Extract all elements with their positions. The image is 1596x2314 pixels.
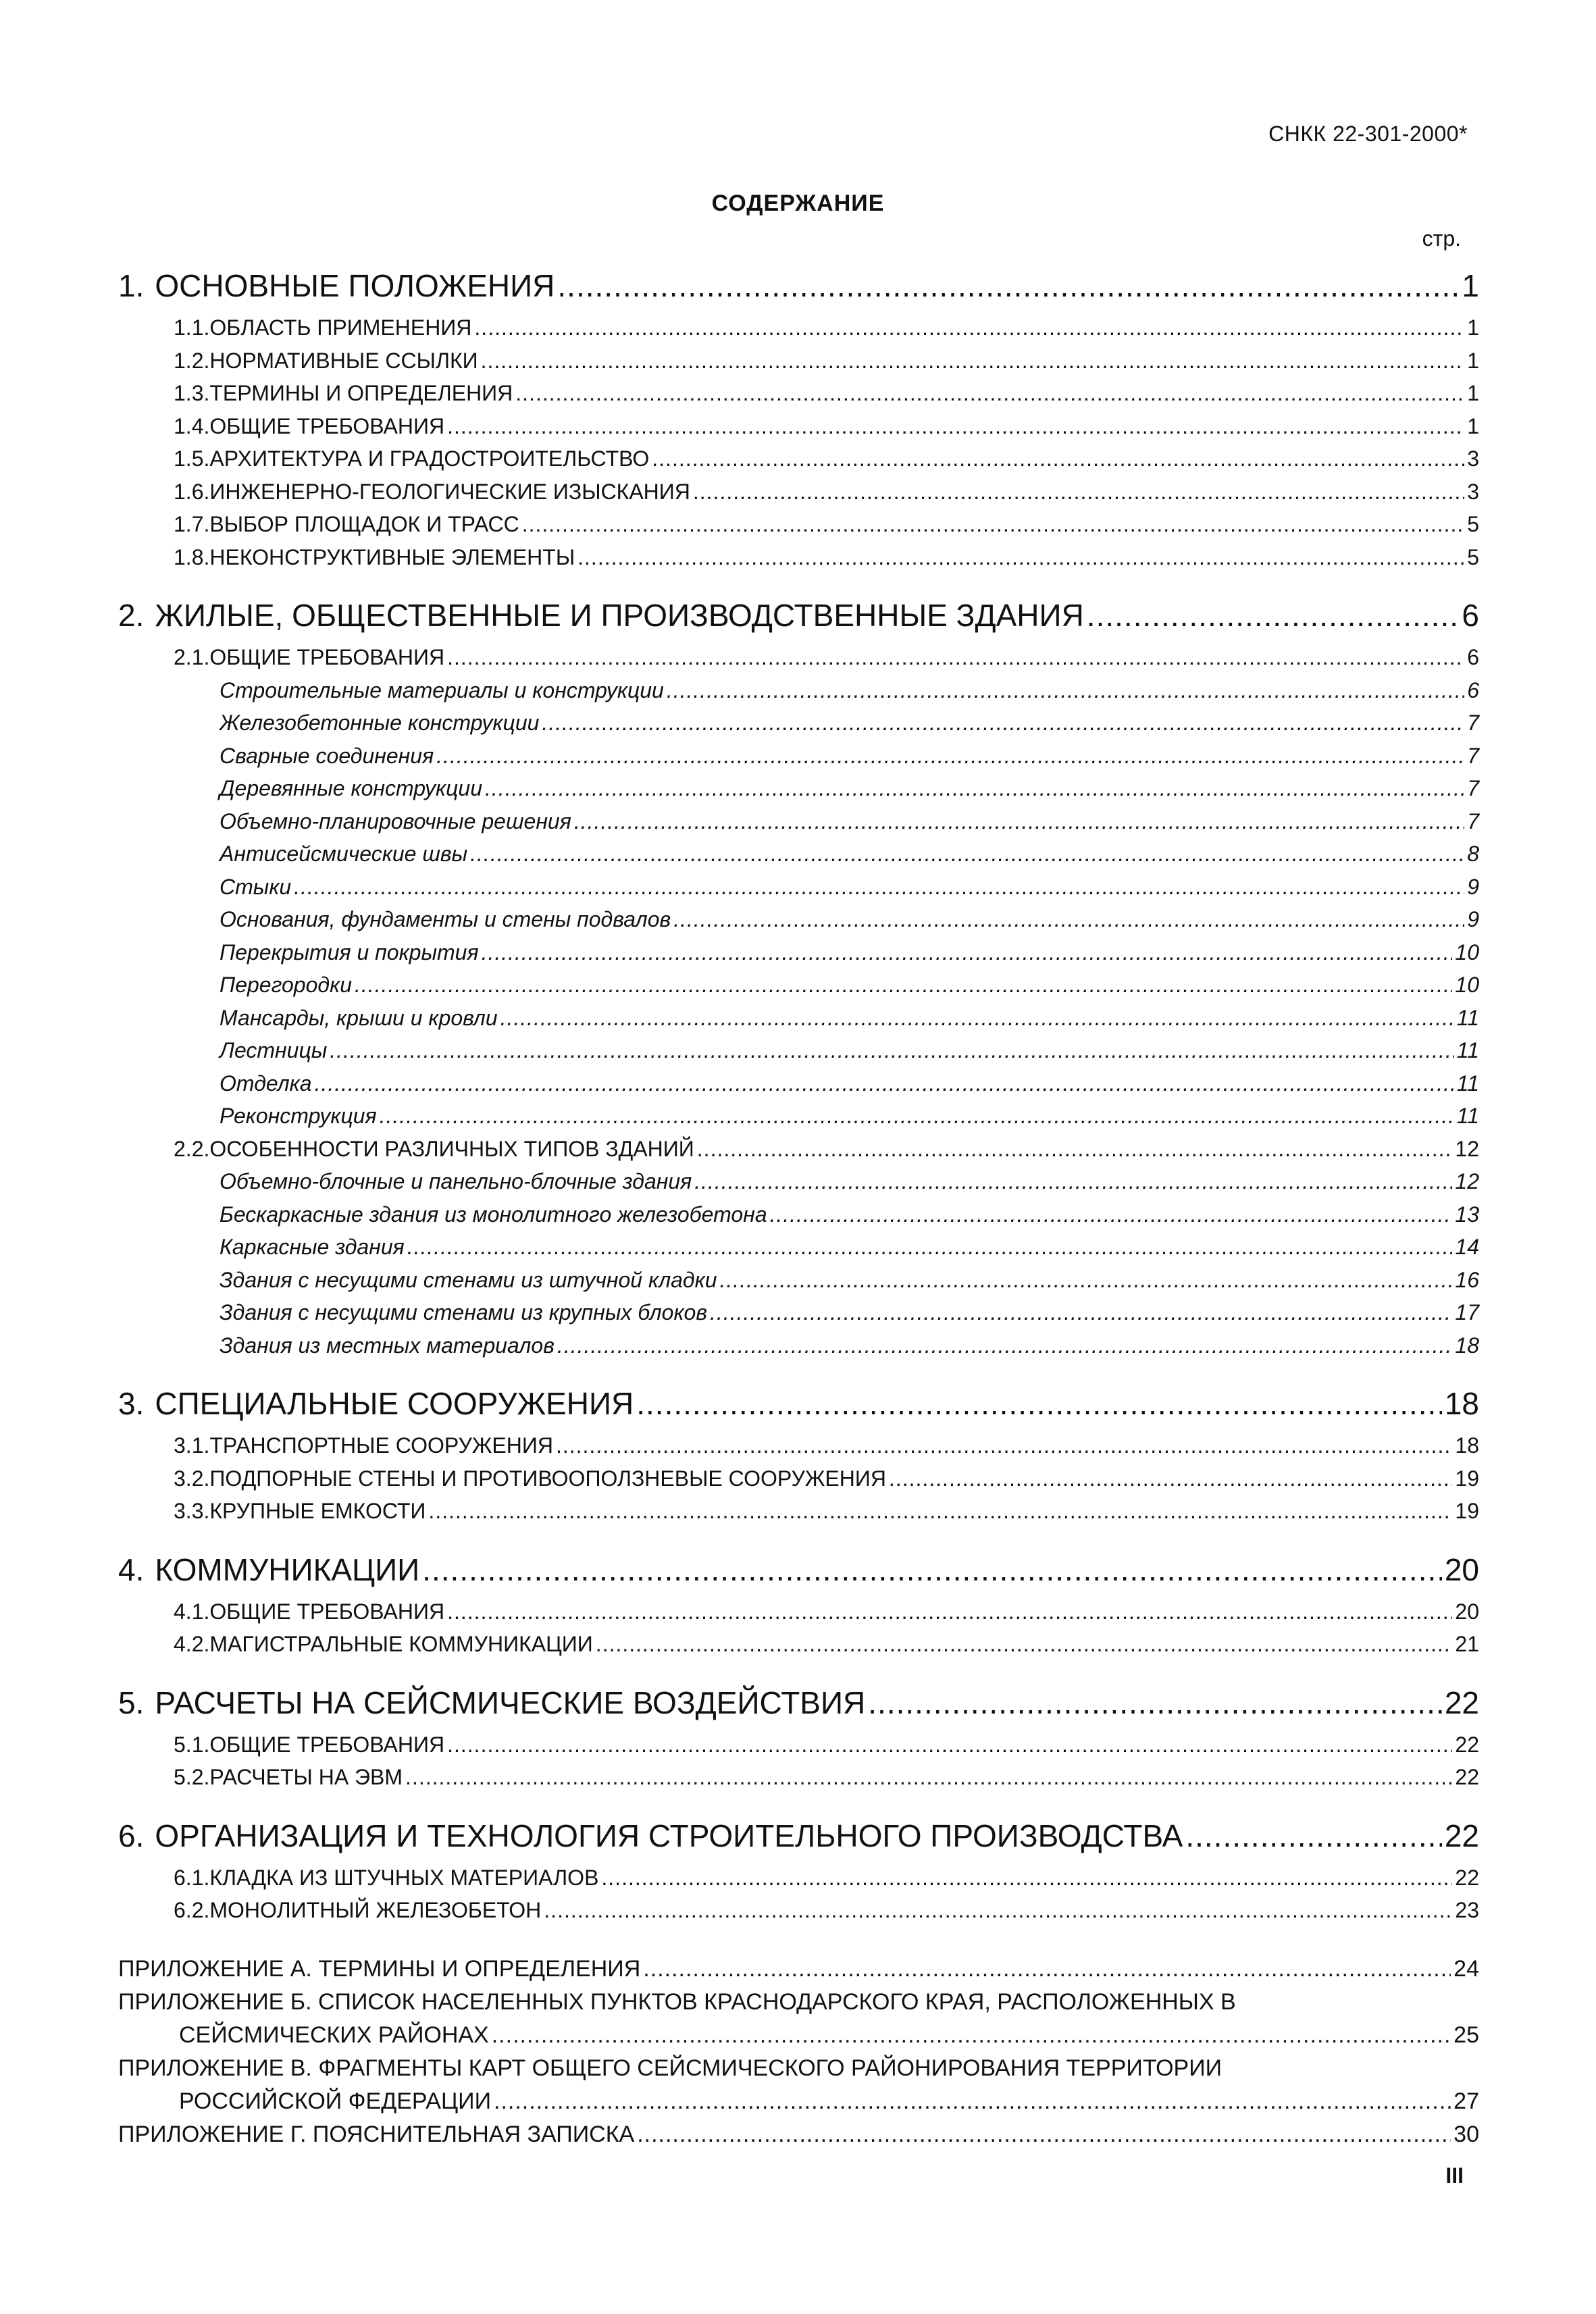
toc-subentry[interactable] [118,1198,1479,1231]
toc-appendix-b[interactable] [118,1986,1479,2052]
dot-leader [577,541,1464,574]
toc-subentry[interactable] [118,903,1479,936]
dot-leader [447,410,1464,443]
toc-entry-title [118,1385,634,1422]
toc-appendix-title-line: ПРИЛОЖЕНИЕ Б. СПИСОК НАСЕЛЕННЫХ ПУНКТОВ КРАСНОДАРСКОГО КРАЯ, РАСПОЛОЖЕННЫХ В [118,1988,1236,2015]
toc-entry-title: 3.2.ПОДПОРНЫЕ СТЕНЫ И ПРОТИВООПОЛЗНЕВЫЕ СООРУЖЕНИЯ [174,1466,886,1491]
toc-section-number: 6. [118,1818,145,1853]
toc-page-number: 18 [1455,1433,1479,1458]
toc-entry-title: 1.4.ОБЩИЕ ТРЕБОВАНИЯ [174,413,445,438]
toc-entry-title: 1.6.ИНЖЕНЕРНО-ГЕОЛОГИЧЕСКИЕ ИЗЫСКАНИЯ [174,479,690,504]
toc-subentry[interactable] [118,740,1479,773]
toc-page-number: 22 [1455,1865,1479,1890]
dot-leader [1087,596,1460,634]
toc-subentry[interactable] [118,871,1479,904]
toc-section-4[interactable] [118,1551,1479,1589]
toc-page-number: 21 [1455,1632,1479,1656]
toc-section-title: ОРГАНИЗАЦИЯ И ТЕХНОЛОГИЯ СТРОИТЕЛЬНОГО ПРОИЗВОДСТВА [155,1818,1183,1853]
toc-entry[interactable] [118,442,1479,475]
dot-leader [428,1495,1452,1528]
toc-page-number: 18 [1444,1386,1479,1421]
dot-leader [889,1462,1452,1495]
toc-subentry[interactable] [118,1264,1479,1297]
toc-section-2[interactable] [118,596,1479,634]
toc-entry-title: Деревянные конструкции [220,776,483,800]
dot-leader [494,2085,1451,2118]
toc-page-number: 24 [1453,1955,1479,1982]
toc-entry-title: 1.3.ТЕРМИНЫ И ОПРЕДЕЛЕНИЯ [174,381,513,405]
toc-entry[interactable] [118,641,1479,674]
dot-leader [557,267,1459,305]
toc-subentry[interactable] [118,1034,1479,1067]
dot-leader [380,1100,1454,1133]
toc-entry-title [118,267,555,305]
toc-section-5[interactable] [118,1684,1479,1722]
dot-leader [422,1551,1442,1589]
dot-leader [436,740,1464,773]
toc-entry[interactable] [118,311,1479,344]
toc-page-number: 30 [1453,2121,1479,2147]
toc-page-number: 16 [1455,1267,1479,1292]
dot-leader [492,2019,1451,2052]
toc-entry-title: Стыки [220,874,292,899]
toc-subentry[interactable] [118,936,1479,969]
toc-page-number: 11 [1456,1005,1479,1030]
dot-leader [485,772,1464,805]
toc-page-number: 3 [1467,446,1479,471]
toc-entry-title: 4.1.ОБЩИЕ ТРЕБОВАНИЯ [174,1599,445,1624]
toc-entry-title: 1.7.ВЫБОР ПЛОЩАДОК И ТРАСС [174,512,519,536]
dot-leader [710,1296,1452,1329]
dot-leader [447,641,1464,674]
toc-page-number: 20 [1455,1599,1479,1624]
toc-entry[interactable] [118,1462,1479,1495]
toc-subentry[interactable] [118,1002,1479,1035]
toc-page-number: 12 [1455,1169,1479,1193]
dot-leader [868,1684,1442,1722]
toc-entry[interactable] [118,541,1479,574]
toc-entry[interactable] [118,1429,1479,1462]
toc-entry-title: Перекрытия и покрытия [220,940,479,965]
toc-entry-title: Здания с несущими стенами из крупных блоков [220,1300,708,1325]
toc-appendix-g[interactable] [118,2118,1479,2151]
toc-entry-title: 2.2.ОСОБЕННОСТИ РАЗЛИЧНЫХ ТИПОВ ЗДАНИЙ [174,1136,694,1161]
toc-subentry[interactable] [118,805,1479,838]
dot-leader [330,1034,1454,1067]
toc-entry-title: 3.3.КРУПНЫЕ ЕМКОСТИ [174,1499,426,1523]
toc-appendix-title-line: ПРИЛОЖЕНИЕ В. ФРАГМЕНТЫ КАРТ ОБЩЕГО СЕЙСМИЧЕСКОГО РАЙОНИРОВАНИЯ ТЕРРИТОРИИ [118,2055,1222,2081]
toc-entry-title: 2.1.ОБЩИЕ ТРЕБОВАНИЯ [174,645,445,669]
dot-leader [447,1595,1452,1628]
toc-page-number: 17 [1455,1300,1479,1325]
toc-entry-title: 6.2.МОНОЛИТНЫЙ ЖЕЛЕЗОБЕТОН [174,1898,542,1922]
toc-entry-title: 4.2.МАГИСТРАЛЬНЫЕ КОММУНИКАЦИИ [174,1632,593,1656]
toc-page-number: 12 [1455,1136,1479,1161]
toc-page-number: 22 [1444,1685,1479,1720]
toc-entry-title: Мансарды, крыши и кровли [220,1005,498,1030]
toc-entry-title [118,596,1084,634]
dot-leader [673,903,1464,936]
toc-subentry[interactable] [118,1067,1479,1100]
toc-entry-title: 1.1.ОБЛАСТЬ ПРИМЕНЕНИЯ [174,315,472,340]
dot-leader [697,1133,1453,1166]
toc-section-1[interactable] [118,267,1479,305]
toc-page-number: 3 [1467,479,1479,504]
toc-section-6[interactable] [118,1817,1479,1855]
toc-page-number: 11 [1456,1071,1479,1096]
toc-page-number: 7 [1467,808,1479,833]
toc-page-number: 1 [1467,381,1479,405]
toc-page-number: 22 [1444,1818,1479,1853]
toc-entry-title: Сварные соединения [220,743,434,768]
toc-page-number: 1 [1467,315,1479,340]
dot-leader [1185,1817,1442,1855]
toc-section-title: СПЕЦИАЛЬНЫЕ СООРУЖЕНИЯ [155,1386,634,1421]
toc-subentry[interactable] [118,674,1479,707]
toc-subentry[interactable] [118,1329,1479,1362]
dot-leader [482,936,1453,969]
toc-entry-title: Здания из местных материалов [220,1333,555,1358]
toc-page-number: 18 [1455,1333,1479,1358]
dot-leader [667,674,1464,707]
dot-leader [556,1429,1452,1462]
toc-section-number: 5. [118,1685,145,1720]
toc-section-title: РАСЧЕТЫ НА СЕЙСМИЧЕСКИЕ ВОЗДЕЙСТВИЯ [155,1685,866,1720]
page-column-label: стр. [1422,226,1461,251]
dot-leader [294,871,1464,904]
toc-page-number: 6 [1467,645,1479,669]
dot-leader [500,1002,1454,1035]
dot-leader [557,1329,1452,1362]
dot-leader [474,311,1464,344]
toc-page-number: 1 [1462,268,1479,303]
dot-leader [693,475,1464,509]
dot-leader [355,969,1452,1002]
toc-section-3[interactable] [118,1385,1479,1422]
toc-page-number: 5 [1467,544,1479,569]
toc-entry-title: 5.2.РАСЧЕТЫ НА ЭВМ [174,1765,403,1789]
dot-leader [637,2118,1451,2151]
toc-entry-title: 3.1.ТРАНСПОРТНЫЕ СООРУЖЕНИЯ [174,1433,553,1458]
toc-entry-title: Перегородки [220,973,352,997]
toc-entry-title [118,1817,1183,1855]
toc-page-number: 11 [1456,1038,1479,1062]
dot-leader [720,1264,1453,1297]
page-number: III [1445,2163,1464,2188]
toc-entry-title: СЕЙСМИЧЕСКИХ РАЙОНАХ [179,2022,489,2048]
toc-entry-title: Железобетонные конструкции [220,711,540,735]
toc-page-number: 10 [1455,940,1479,965]
toc-page-number: 22 [1455,1765,1479,1789]
toc-entry-title: Строительные материалы и конструкции [220,677,664,702]
toc-page-number: 9 [1467,907,1479,931]
toc-entry[interactable] [118,344,1479,378]
toc-page-number: 5 [1467,512,1479,536]
toc-page-number: 23 [1455,1898,1479,1922]
toc-entry[interactable] [118,475,1479,509]
toc-entry-title: Объемно-планировочные решения [220,808,571,833]
toc-section-number: 3. [118,1386,145,1421]
toc-page-number: 25 [1453,2022,1479,2048]
dot-leader [596,1628,1453,1661]
toc-page-number: 1 [1467,348,1479,373]
toc-subentry[interactable] [118,1231,1479,1264]
toc-page-number: 7 [1467,743,1479,768]
dot-leader [544,1894,1452,1927]
toc-entry-title: Реконструкция [220,1104,377,1128]
dot-leader [515,377,1464,410]
toc-section-number: 2. [118,598,145,633]
toc-subentry[interactable] [118,706,1479,740]
toc-section-title: КОММУНИКАЦИИ [155,1551,420,1587]
toc-page-number: 8 [1467,842,1479,866]
toc-page-number: 19 [1455,1466,1479,1491]
toc-entry-title: 1.2.НОРМАТИВНЫЕ ССЫЛКИ [174,348,478,373]
toc-entry[interactable] [118,377,1479,410]
dot-leader [542,706,1464,740]
toc-entry-title: 5.1.ОБЩИЕ ТРЕБОВАНИЯ [174,1732,445,1757]
dot-leader [522,508,1465,541]
toc-page-number: 27 [1453,2088,1479,2114]
dot-leader [636,1385,1442,1422]
toc-entry-title: Здания с несущими стенами из штучной кладки [220,1267,717,1292]
toc-page-number: 22 [1455,1732,1479,1757]
toc-section-title: ОСНОВНЫЕ ПОЛОЖЕНИЯ [155,268,555,303]
toc-subentry[interactable] [118,1296,1479,1329]
toc-entry-title: ПРИЛОЖЕНИЕ А. ТЕРМИНЫ И ОПРЕДЕЛЕНИЯ [118,1955,641,1982]
toc-entry[interactable] [118,508,1479,541]
toc-entry[interactable] [118,1133,1479,1166]
dot-leader [694,1165,1452,1198]
toc-subentry[interactable] [118,1100,1479,1133]
document-code: СНКК 22-301-2000* [1268,122,1468,146]
toc-entry[interactable] [118,1495,1479,1528]
toc-entry-title: Объемно-блочные и панельно-блочные здания [220,1169,692,1193]
toc-entry[interactable] [118,1595,1479,1628]
toc-subentry[interactable] [118,838,1479,871]
toc-page-number: 1 [1467,413,1479,438]
toc-entry-title: 1.5.АРХИТЕКТУРА И ГРАДОСТРОИТЕЛЬСТВО [174,446,650,471]
toc-entry[interactable] [118,1861,1479,1895]
dot-leader [470,838,1464,871]
toc-entry-title: Каркасные здания [220,1235,405,1259]
toc-entry-title: 1.8.НЕКОНСТРУКТИВНЫЕ ЭЛЕМЕНТЫ [174,544,575,569]
toc-section-title: ЖИЛЫЕ, ОБЩЕСТВЕННЫЕ И ПРОИЗВОДСТВЕННЫЕ ЗДАНИЯ [155,598,1084,633]
toc-entry[interactable] [118,1894,1479,1927]
dot-leader [770,1198,1453,1231]
toc-page-number: 20 [1444,1551,1479,1587]
toc-title: СОДЕРЖАНИЕ [711,190,885,216]
toc-entry[interactable] [118,1728,1479,1762]
toc-entry-title [118,1551,419,1589]
toc-page-number: 6 [1462,598,1479,633]
toc-page-number: 9 [1467,874,1479,899]
toc-page-number: 7 [1467,711,1479,735]
toc-page-number: 19 [1455,1499,1479,1523]
toc-appendix-v[interactable] [118,2052,1479,2118]
toc-entry-title: Отделка [220,1071,312,1096]
dot-leader [574,805,1464,838]
table-of-contents [118,267,1479,2151]
toc-section-number: 4. [118,1551,145,1587]
toc-entry-title: 6.1.КЛАДКА ИЗ ШТУЧНЫХ МАТЕРИАЛОВ [174,1865,599,1890]
toc-page-number: 14 [1455,1235,1479,1259]
dot-leader [652,442,1464,475]
toc-entry-title: Антисейсмические швы [220,842,468,866]
toc-subentry[interactable] [118,1165,1479,1198]
toc-page-number: 10 [1455,973,1479,997]
toc-entry-title: Бескаркасные здания из монолитного железобетона [220,1202,767,1227]
toc-entry-title: ПРИЛОЖЕНИЕ Г. ПОЯСНИТЕЛЬНАЯ ЗАПИСКА [118,2121,635,2147]
dot-leader [601,1861,1452,1895]
dot-leader [407,1231,1453,1264]
toc-entry[interactable] [118,410,1479,443]
toc-entry-title [118,1684,865,1722]
toc-page-number: 11 [1456,1104,1479,1128]
toc-page-number: 13 [1455,1202,1479,1227]
toc-entry[interactable] [118,1628,1479,1661]
toc-page-number: 7 [1467,776,1479,800]
dot-leader [643,1953,1451,1986]
toc-subentry[interactable] [118,772,1479,805]
toc-entry-title: Основания, фундаменты и стены подвалов [220,907,671,931]
toc-appendix-a[interactable] [118,1953,1479,1986]
toc-entry-title: РОССИЙСКОЙ ФЕДЕРАЦИИ [179,2088,492,2114]
toc-entry[interactable] [118,1761,1479,1794]
toc-subentry[interactable] [118,969,1479,1002]
dot-leader [315,1067,1454,1100]
toc-entry-title: Лестницы [220,1038,328,1062]
toc-section-number: 1. [118,268,145,303]
dot-leader [447,1728,1452,1762]
dot-leader [405,1761,1452,1794]
toc-page-number: 6 [1467,677,1479,702]
dot-leader [481,344,1465,378]
